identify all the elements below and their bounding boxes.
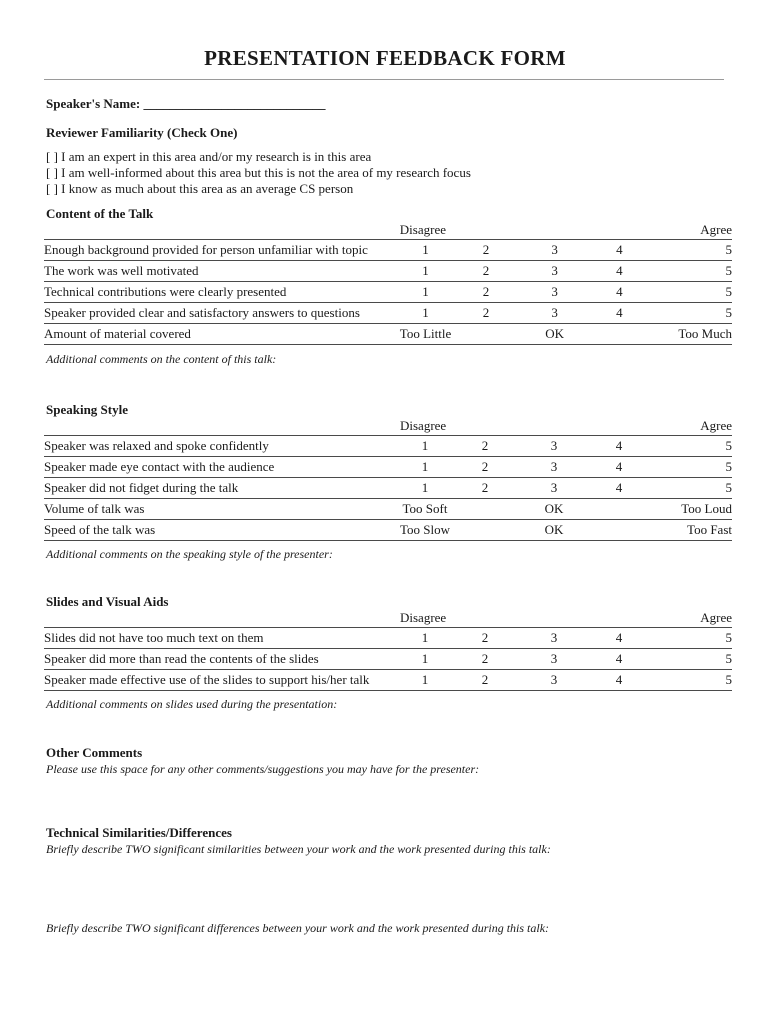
rating-option-5[interactable]: 5 (650, 261, 732, 282)
scale-agree-label: Agree (700, 418, 732, 433)
rating-option-2[interactable]: 2 (450, 478, 520, 499)
table-row (44, 520, 732, 541)
speed-option-ok[interactable]: OK (520, 520, 588, 541)
rating-option-3[interactable]: 3 (520, 436, 588, 457)
rating-option-4[interactable]: 4 (589, 261, 651, 282)
rating-option-2[interactable]: 2 (450, 628, 520, 649)
table-row (44, 457, 732, 478)
rating-option-4[interactable]: 4 (588, 457, 650, 478)
rating-item-label: Speaker made effective use of the slides to support his/her talk (44, 670, 400, 691)
style-heading: Speaking Style (46, 402, 128, 417)
rating-item-label: Slides did not have too much text on them (44, 628, 400, 649)
table-row (44, 282, 732, 303)
familiarity-option-average[interactable]: [ ] I know as much about this area as an average CS person (46, 181, 354, 196)
rating-item-label: Amount of material covered (44, 324, 400, 345)
table-row (44, 240, 732, 261)
rating-option-4[interactable]: 4 (588, 670, 650, 691)
rating-option-1[interactable]: 1 (400, 628, 450, 649)
rating-option-4[interactable]: 4 (588, 478, 650, 499)
rating-option-1[interactable]: 1 (400, 240, 451, 261)
scale-disagree-label: Disagree (399, 222, 446, 237)
speaker-name-field[interactable]: Speaker's Name: ____________________________ (46, 96, 326, 111)
style-rating-table (44, 417, 732, 541)
rating-item-label: Volume of talk was (44, 499, 400, 520)
familiarity-heading: Reviewer Familiarity (Check One) (46, 125, 238, 140)
rating-option-5[interactable]: 5 (650, 282, 732, 303)
rating-item-label: Speaker was relaxed and spoke confidently (44, 436, 400, 457)
rating-option-5[interactable]: 5 (650, 436, 732, 457)
rating-option-5[interactable]: 5 (650, 670, 732, 691)
rating-option-3[interactable]: 3 (520, 457, 588, 478)
rating-option-4[interactable]: 4 (589, 240, 651, 261)
familiarity-option-informed[interactable]: [ ] I am well-informed about this area but this is not the area of my research focus (46, 165, 471, 180)
rating-item-label: Speaker did more than read the contents of the slides (44, 649, 400, 670)
other-comments-prompt: Please use this space for any other comments/suggestions you may have for the presenter: (46, 762, 480, 776)
content-heading: Content of the Talk (46, 206, 154, 221)
rating-option-1[interactable]: 1 (400, 457, 450, 478)
material-option-ok[interactable]: OK (521, 324, 589, 345)
rating-option-2[interactable]: 2 (451, 303, 521, 324)
rating-item-label: Speaker provided clear and satisfactory answers to questions (44, 303, 400, 324)
rating-option-3[interactable]: 3 (521, 303, 589, 324)
rating-option-3[interactable]: 3 (521, 240, 589, 261)
rating-option-1[interactable]: 1 (400, 261, 451, 282)
table-row (44, 303, 732, 324)
table-row (44, 649, 732, 670)
content-comments-label: Additional comments on the content of this talk: (46, 352, 277, 366)
rating-option-2[interactable]: 2 (450, 670, 520, 691)
rating-item-label: Speed of the talk was (44, 520, 400, 541)
rating-option-5[interactable]: 5 (650, 628, 732, 649)
rating-option-1[interactable]: 1 (400, 478, 450, 499)
rating-option-1[interactable]: 1 (400, 649, 450, 670)
material-option-too-little[interactable]: Too Little (400, 324, 451, 345)
rating-item-label: Speaker did not fidget during the talk (44, 478, 400, 499)
familiarity-option-expert[interactable]: [ ] I am an expert in this area and/or my research is in this area (46, 149, 372, 164)
table-row (44, 499, 732, 520)
rating-option-3[interactable]: 3 (521, 282, 589, 303)
rating-option-5[interactable]: 5 (650, 457, 732, 478)
rating-item-label: The work was well motivated (44, 261, 400, 282)
rating-option-5[interactable]: 5 (650, 649, 732, 670)
table-row (44, 478, 732, 499)
rating-option-3[interactable]: 3 (520, 649, 588, 670)
rating-option-5[interactable]: 5 (650, 303, 732, 324)
rating-option-3[interactable]: 3 (520, 478, 588, 499)
scale-disagree-label: Disagree (400, 610, 447, 625)
rating-option-2[interactable]: 2 (451, 282, 521, 303)
speed-option-too-fast[interactable]: Too Fast (650, 520, 732, 541)
slides-comments-label: Additional comments on slides used during the presentation: (46, 697, 338, 711)
rating-item-label: Technical contributions were clearly presented (44, 282, 400, 303)
rating-item-label: Speaker made eye contact with the audience (44, 457, 400, 478)
slides-rating-table (44, 609, 732, 691)
volume-option-too-loud[interactable]: Too Loud (650, 499, 732, 520)
style-comments-label: Additional comments on the speaking style of the presenter: (46, 547, 333, 561)
rating-option-1[interactable]: 1 (400, 436, 450, 457)
rating-option-5[interactable]: 5 (650, 478, 732, 499)
rating-option-4[interactable]: 4 (588, 628, 650, 649)
rating-option-1[interactable]: 1 (400, 303, 451, 324)
speed-option-too-slow[interactable]: Too Slow (400, 520, 450, 541)
scale-disagree-label: Disagree (399, 418, 447, 433)
slides-heading: Slides and Visual Aids (46, 594, 169, 609)
rating-option-1[interactable]: 1 (400, 282, 451, 303)
volume-option-too-soft[interactable]: Too Soft (400, 499, 450, 520)
rating-option-5[interactable]: 5 (650, 240, 732, 261)
table-row (44, 261, 732, 282)
rating-option-4[interactable]: 4 (588, 649, 650, 670)
form-title: PRESENTATION FEEDBACK FORM (204, 46, 566, 70)
rating-option-2[interactable]: 2 (451, 240, 521, 261)
table-row (44, 436, 732, 457)
rating-option-2[interactable]: 2 (450, 436, 520, 457)
title-divider (44, 79, 724, 80)
rating-option-4[interactable]: 4 (588, 436, 650, 457)
rating-option-3[interactable]: 3 (521, 261, 589, 282)
table-row (44, 324, 732, 345)
table-row (44, 628, 732, 649)
differences-prompt: Briefly describe TWO significant differences between your work and the work presented during this talk: (46, 921, 550, 935)
rating-option-2[interactable]: 2 (450, 457, 520, 478)
table-row (44, 670, 732, 691)
scale-agree-label: Agree (700, 610, 732, 625)
technical-heading: Technical Similarities/Differences (46, 825, 232, 840)
volume-option-ok[interactable]: OK (520, 499, 588, 520)
rating-option-1[interactable]: 1 (400, 670, 450, 691)
scale-agree-label: Agree (700, 222, 732, 237)
rating-option-2[interactable]: 2 (451, 261, 521, 282)
rating-item-label: Enough background provided for person unfamiliar with topic (44, 240, 400, 261)
content-rating-table (44, 221, 732, 345)
material-option-too-much[interactable]: Too Much (650, 324, 732, 345)
rating-option-2[interactable]: 2 (450, 649, 520, 670)
similarities-prompt: Briefly describe TWO significant similarities between your work and the work presented during this talk: (46, 842, 551, 856)
rating-option-3[interactable]: 3 (520, 628, 588, 649)
rating-option-4[interactable]: 4 (589, 303, 651, 324)
other-comments-heading: Other Comments (46, 745, 143, 760)
rating-option-4[interactable]: 4 (589, 282, 651, 303)
rating-option-3[interactable]: 3 (520, 670, 588, 691)
